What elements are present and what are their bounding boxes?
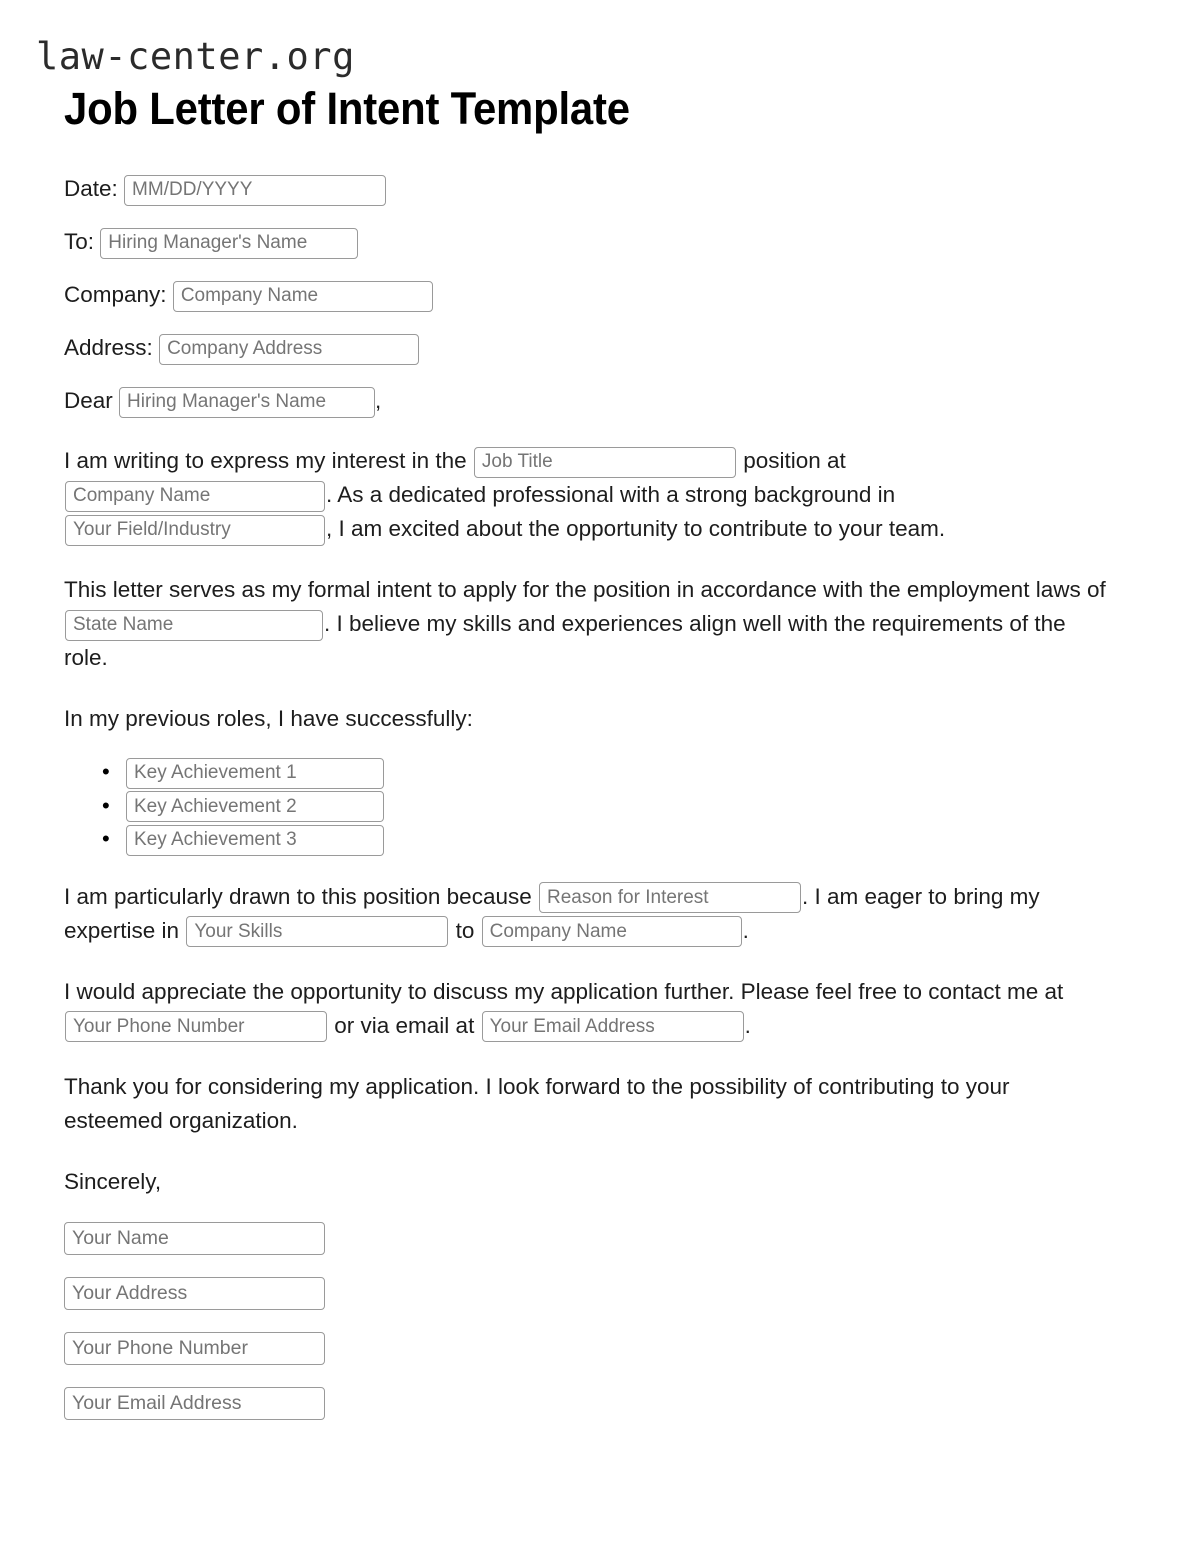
achievement-input-3[interactable] (126, 825, 384, 856)
achievement-input-2[interactable] (126, 791, 384, 822)
p2-text-2: . I believe my skills and experiences align well with the requirements of the role. (64, 611, 1066, 670)
address-row (64, 331, 1131, 365)
p1-text-3: . As a dedicated professional with a strong background in (326, 482, 896, 507)
paragraph-motivation (64, 880, 1109, 948)
signature-block (64, 1222, 1131, 1420)
list-item (102, 823, 1131, 856)
paragraph-thanks: Thank you for considering my application. I look forward to the possibility of contributing to your esteemed organization. (64, 1073, 1010, 1133)
date-input[interactable] (124, 175, 386, 206)
your-address-input[interactable] (64, 1277, 325, 1310)
p2-text-1: This letter serves as my formal intent to apply for the position in accordance with the employment laws of (64, 577, 1106, 602)
to-label: To: (64, 229, 95, 254)
salutation-comma: , (375, 388, 382, 413)
closing-sincerely: Sincerely, (64, 1168, 162, 1194)
date-label: Date: (64, 176, 118, 201)
paragraph-employment-laws (64, 573, 1109, 675)
p1-text-2: position at (743, 448, 846, 473)
phone-number-input-inline[interactable] (65, 1011, 327, 1042)
to-row (64, 225, 1131, 259)
page-title: Job Letter of Intent Template (64, 83, 630, 134)
company-name-input-1[interactable] (65, 481, 325, 512)
p3-text-4: . (742, 917, 749, 943)
letter-body (36, 172, 1131, 1420)
p4-text-2: or via email at (334, 1012, 475, 1038)
salutation-row (64, 384, 1131, 418)
company-row (64, 278, 1131, 312)
company-name-input-2[interactable] (482, 916, 742, 947)
company-input[interactable] (173, 281, 433, 312)
signature-email-row (64, 1387, 1131, 1420)
salutation-input[interactable] (119, 387, 375, 418)
job-title-input[interactable] (474, 447, 736, 478)
p4-text-1: I would appreciate the opportunity to discuss my application further. Please feel free to contact me at (64, 978, 1064, 1004)
p3-text-3: to (455, 917, 475, 943)
list-item (102, 790, 1131, 823)
state-name-input[interactable] (65, 610, 323, 641)
site-name: law-center.org (36, 35, 355, 78)
list-item (102, 756, 1131, 789)
company-label: Company: (64, 282, 167, 307)
signature-phone-row (64, 1332, 1131, 1365)
your-phone-input[interactable] (64, 1332, 325, 1365)
reason-for-interest-input[interactable] (539, 882, 801, 913)
p1-text-1: I am writing to express my interest in the (64, 448, 467, 473)
achievements-list (64, 756, 1131, 856)
to-input[interactable] (100, 228, 358, 259)
address-label: Address: (64, 335, 153, 360)
date-row (64, 172, 1131, 206)
achievement-input-1[interactable] (126, 758, 384, 789)
field-industry-input[interactable] (65, 515, 325, 546)
your-name-input[interactable] (64, 1222, 325, 1255)
your-skills-input[interactable] (186, 916, 448, 947)
signature-address-row (64, 1277, 1131, 1310)
p1-text-4: , I am excited about the opportunity to contribute to your team. (326, 516, 946, 541)
p3-text-1: I am particularly drawn to this position because (64, 883, 532, 909)
address-input[interactable] (159, 334, 419, 365)
p3-text-2: . I am eager to bring my expertise in (64, 883, 1040, 943)
paragraph-contact (64, 975, 1109, 1043)
p4-text-3: . (744, 1012, 751, 1038)
paragraph-intent (64, 444, 1109, 546)
salutation-label: Dear (64, 388, 113, 413)
achievements-intro: In my previous roles, I have successfully: (64, 706, 473, 731)
signature-name-row (64, 1222, 1131, 1255)
email-address-input-inline[interactable] (482, 1011, 744, 1042)
your-email-input[interactable] (64, 1387, 325, 1420)
